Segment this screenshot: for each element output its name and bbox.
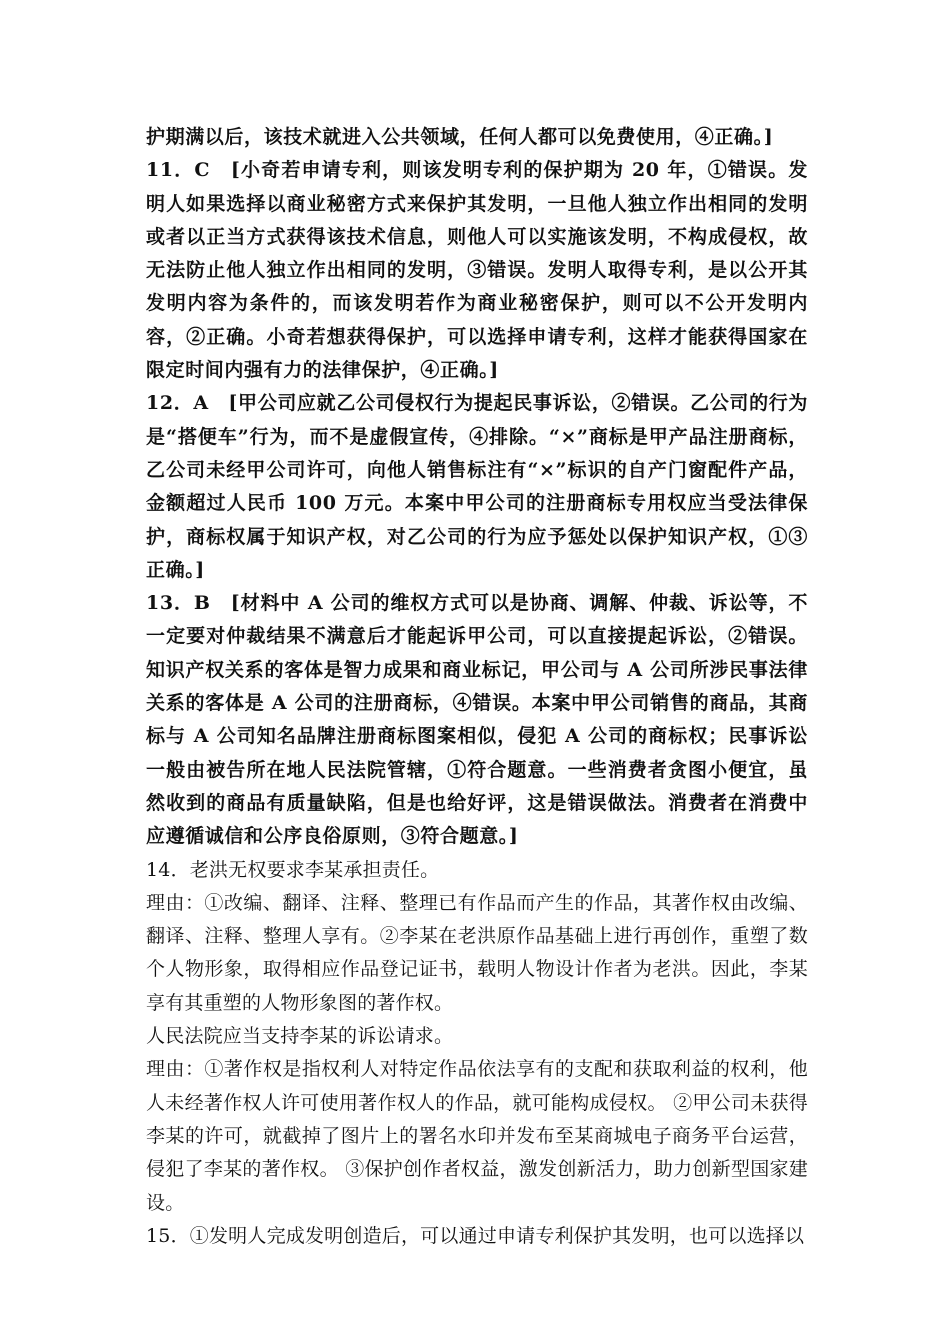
answer-14-reason-1: 理由：①改编、翻译、注释、整理已有作品而产生的作品，其著作权由改编、翻译、注释、整理人享有。②李某在老洪原作品基础上进行再创作，重塑了数个人物形象，取得相应作品登记证书，载明人物设计作者为老洪。因此，李某享有其重塑的人物形象图的著作权。 (146, 891, 808, 1014)
answer-11: 11．C [小奇若申请专利，则该发明专利的保护期为 20 年，①错误。发明人如果选择以商业秘密方式来保护其发明，一旦他人独立作出相同的发明或者以正当方式获得该技术信息，则他人可以实施该发明，不构成侵权，故无法防止他人独立作出相同的发明，③错误。发明人取得专利，是以公开其发明内容为条件的，而该发明若作为商业秘密保护，则可以不公开发明内容，②正确。小奇若想获得保护，可以选择申请专利，这样才能获得国家在限定时间内强有力的法律保护，④正确。] (146, 159, 808, 382)
answer-15: 15．①发明人完成发明创造后，可以通过申请专利保护其发明，也可以选择以 (146, 1224, 805, 1247)
answer-14-claim-2: 人民法院应当支持李某的诉讼请求。 (146, 1025, 454, 1048)
paragraph-continuation: 护期满以后，该技术就进入公共领域，任何人都可以免费使用，④正确。] (146, 126, 774, 148)
answer-14-reason-2: 理由：①著作权是指权利人对特定作品依法享有的支配和获取利益的权利，他人未经著作权人许可使用著作权人的作品，就可能构成侵权。 ②甲公司未获得李某的许可，就截掉了图片上的署名水印并发布至某商城电子商务平台运营，侵犯了李某的著作权。 ③保护创作者权益，激发创新活力，助力创新型国家建设。 (146, 1058, 808, 1214)
answer-12: 12．A [甲公司应就乙公司侵权行为提起民事诉讼，②错误。乙公司的行为是“搭便车”行为，而不是虚假宣传，④排除。“×”商标是甲产品注册商标，乙公司未经甲公司许可，向他人销售标注有“×”标识的自产门窗配件产品，金额超过人民币 100 万元。本案中甲公司的注册商标专用权应当受法律保护，商标权属于知识产权，对乙公司的行为应予惩处以保护知识产权，①③正确。] (146, 392, 808, 581)
answer-13: 13．B [材料中 A 公司的维权方式可以是协商、调解、仲裁、诉讼等，不一定要对仲裁结果不满意后才能起诉甲公司，可以直接提起诉讼，②错误。知识产权关系的客体是智力成果和商业标记，甲公司与 A 公司所涉民事法律关系的客体是 A 公司的注册商标，④错误。本案中甲公司销售的商品，其商标与 A 公司知名品牌注册商标图案相似，侵犯 A 公司的商标权；民事诉讼一般由被告所在地人民法院管辖，①符合题意。一些消费者贪图小便宜，虽然收到的商品有质量缺陷，但是也给好评，这是错误做法。消费者在消费中应遵循诚信和公序良俗原则，③符合题意。] (146, 592, 808, 848)
document-body (146, 121, 808, 1253)
answer-14-heading: 14．老洪无权要求李某承担责任。 (146, 858, 440, 881)
